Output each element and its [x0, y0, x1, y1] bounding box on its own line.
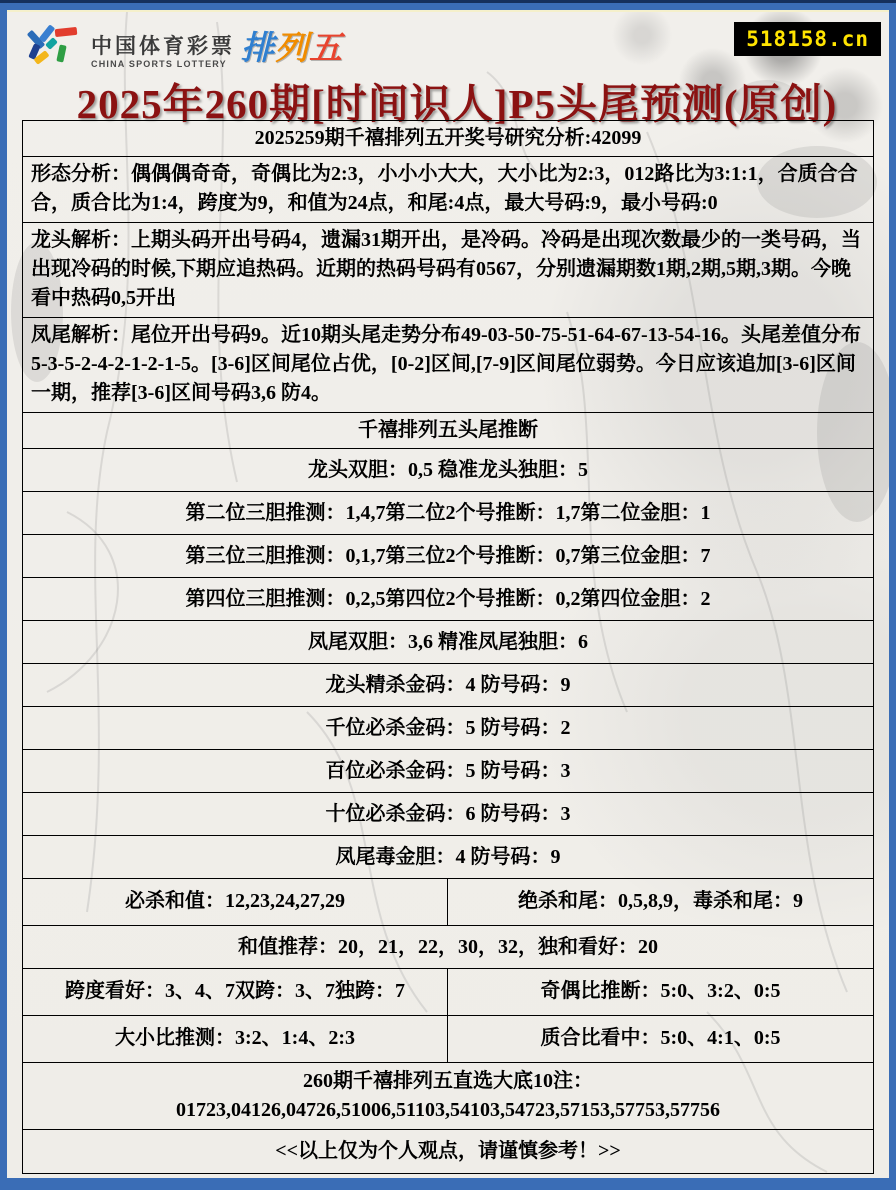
- brand-char-wu: 五: [309, 29, 343, 66]
- brand-char-pai: 排: [241, 29, 275, 66]
- logo-en-name: CHINA SPORTS LOTTERY: [91, 59, 227, 69]
- row-tens-kill: 十位必杀金码：6 防号码：3: [23, 793, 873, 836]
- logo-cn-name: 中国体育彩票: [91, 35, 235, 58]
- row-phoenix-tail-analysis: 凤尾解析：尾位开出号码9。近10期头尾走势分布49-03-50-75-51-64-67-13-54-16。头尾差值分布5-3-5-2-4-2-1-2-1-5。[3-6]区间尾位占优，[0-2]区间,[7-9]区间尾位弱势。今日应该追加[3-6]区间一期，推荐[3-6]区间号码3,6 防4。: [23, 318, 873, 413]
- site-url-badge: 518158.cn: [734, 22, 881, 56]
- table-cell: 大小比推测：3:2、1:4、2:3: [23, 1016, 448, 1062]
- page-title: 2025年260期[时间识人]P5头尾预测(原创): [76, 81, 838, 127]
- table-line: 01723,04126,04726,51006,51103,54103,54723,57153,57753,57756: [176, 1099, 720, 1121]
- row-direct-selection: [23, 1063, 873, 1130]
- row-disclaimer: <<以上仅为个人观点，请谨慎参考！>>: [275, 1140, 621, 1162]
- row-thousands-kill: 千位必杀金码：5 防号码：2: [23, 707, 873, 750]
- row-position4: 第四位三胆推测：0,2,5第四位2个号推断：0,2第四位金胆：2: [23, 578, 873, 621]
- brand-pailiewu: [241, 22, 343, 69]
- table-cell: 跨度看好：3、4、7双跨：3、7独跨：7: [23, 969, 448, 1015]
- logo-text: [91, 36, 235, 69]
- prediction-table: [22, 120, 874, 1174]
- row-dragon-head-analysis: 龙头解析：上期头码开出号码4，遗漏31期开出，是冷码。冷码是出现次数最少的一类号码，当出现冷码的时候,下期应追热码。近期的热码号码有0567，分别遗漏期数1期,2期,5期,3期。今晚看中热码0,5开出: [23, 223, 873, 318]
- row-shape-analysis: 形态分析：偶偶偶奇奇，奇偶比为2:3，小小小大大，大小比为2:3，012路比为3:1:1，合质合合合，质合比为1:4，跨度为9，和值为24点，和尾:4点，最大号码:9，最小号码:0: [23, 157, 873, 223]
- table-cell: 绝杀和尾：0,5,8,9，毒杀和尾：9: [518, 890, 803, 912]
- row-sum-kill: [23, 879, 873, 926]
- row-phoenix-tail-double: 凤尾双胆：3,6 精准凤尾独胆：6: [23, 621, 873, 664]
- row-span-oddeven: [23, 969, 873, 1016]
- row-draw-analysis: 2025259期千禧排列五开奖号研究分析:42099: [23, 121, 873, 157]
- paper-background: [7, 10, 889, 1178]
- row-position3: 第三位三胆推测：0,1,7第三位2个号推断：0,7第三位金胆：7: [23, 535, 873, 578]
- row-phoenix-tail-poison: 凤尾毒金胆：4 防号码：9: [23, 836, 873, 879]
- row-position2: 第二位三胆推测：1,4,7第二位2个号推断：1,7第二位金胆：1: [23, 492, 873, 535]
- page-header: [7, 12, 889, 127]
- table-cell: 奇偶比推断：5:0、3:2、0:5: [540, 980, 781, 1002]
- row-bigsmall-primecomposite: [23, 1016, 873, 1063]
- table-cell: 必杀和值：12,23,24,27,29: [23, 879, 448, 925]
- row-dragon-head-double: 龙头双胆：0,5 稳准龙头独胆：5: [23, 449, 873, 492]
- table-cell: 质合比看中：5:0、4:1、0:5: [540, 1027, 781, 1049]
- row-sum-recommend: 和值推荐：20，21，22，30，32，独和看好：20: [23, 926, 873, 969]
- table-line: 260期千禧排列五直选大底10注：: [303, 1070, 593, 1092]
- row-hundreds-kill: 百位必杀金码：5 防号码：3: [23, 750, 873, 793]
- brand-char-lie: 列: [275, 29, 309, 66]
- sports-lottery-figure-icon: [25, 23, 83, 69]
- row-dragon-head-kill: 龙头精杀金码：4 防号码：9: [23, 664, 873, 707]
- row-section-header: 千禧排列五头尾推断: [23, 413, 873, 449]
